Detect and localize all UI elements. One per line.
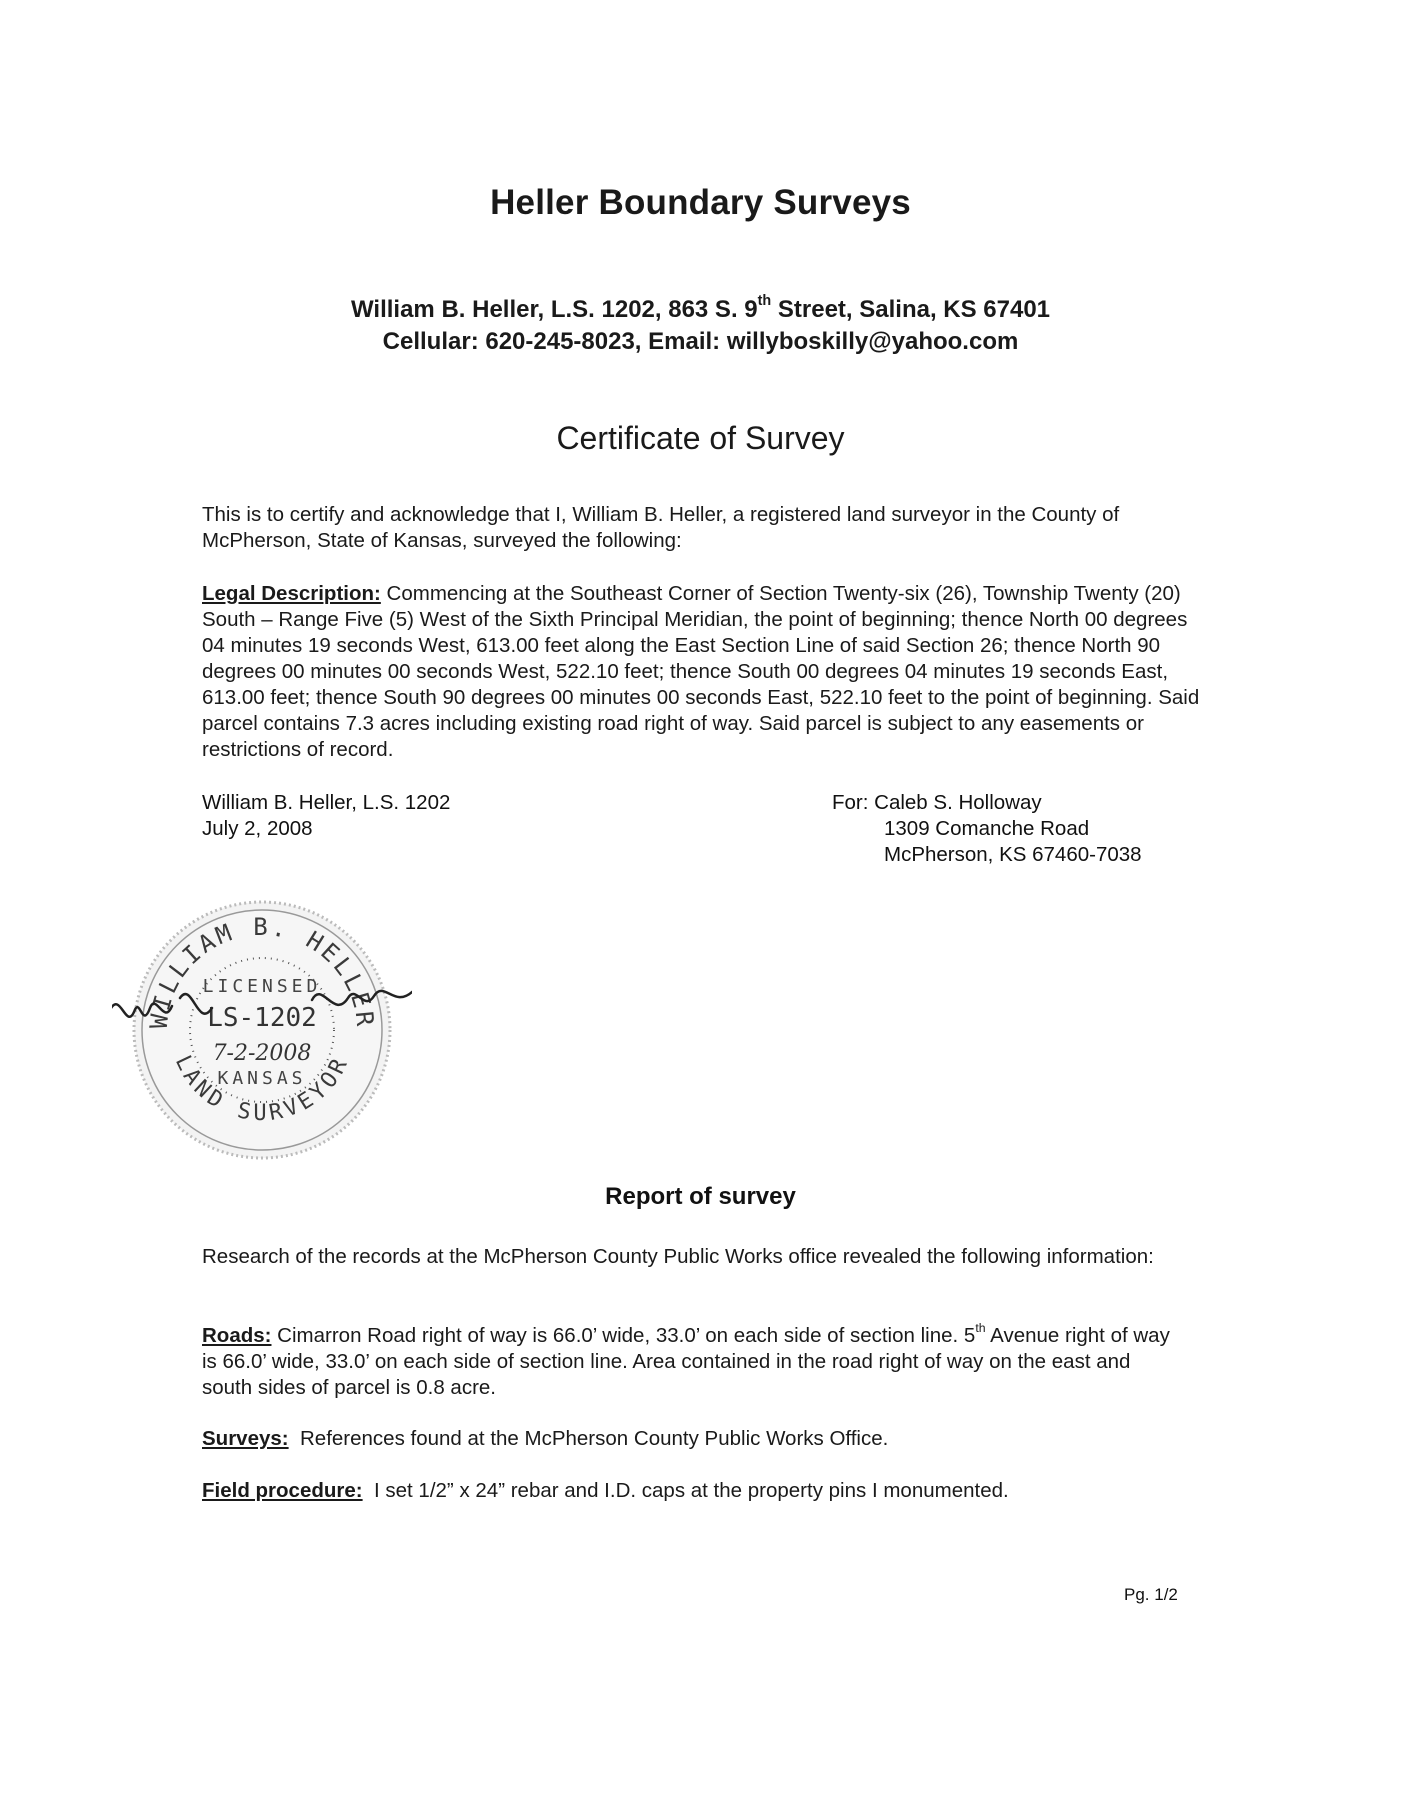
client-block — [832, 790, 1142, 868]
firm-name: Heller Boundary Surveys — [490, 183, 911, 222]
roads-text-end: Avenue right of way is 66.0’ wide, 33.0’ on each side of section line. Area contained in the road right of way on the east and south sides of parcel is 0.8 acre. — [202, 1324, 1170, 1399]
certificate-title: Certificate of Survey — [556, 420, 845, 456]
surveyor-name: William B. Heller, L.S. 1202 — [202, 791, 451, 814]
survey-date: July 2, 2008 — [202, 817, 313, 840]
field-procedure-text: I set 1/2” x 24” rebar and I.D. caps at the property pins I monumented. — [362, 1479, 1009, 1502]
seal-license-number: LS-1202 — [207, 1003, 317, 1033]
surveys-paragraph — [202, 1426, 1202, 1452]
surveyor-block — [202, 790, 450, 842]
field-procedure-paragraph — [202, 1478, 1202, 1504]
surveys-label: Surveys: — [202, 1427, 289, 1450]
certification-statement: This is to certify and acknowledge that I, William B. Heller, a registered land surveyor in the County of McPherson, State of Kansas, surveyed the following: — [202, 503, 1120, 552]
field-procedure-label: Field procedure: — [202, 1479, 363, 1502]
page-number: Pg. 1/2 — [1124, 1585, 1178, 1604]
client-name: For: Caleb S. Holloway — [832, 791, 1042, 814]
address-text: William B. Heller, L.S. 1202, 863 S. 9 — [350, 296, 758, 323]
roads-superscript: th — [975, 1320, 986, 1335]
seal-bottom-text: LAND SURVEYOR — [169, 1051, 355, 1127]
legal-description — [202, 581, 1202, 763]
roads-label: Roads: — [202, 1324, 272, 1347]
client-address-street: 1309 Comanche Road — [884, 817, 1090, 840]
surveyor-seal-stamp — [112, 880, 412, 1180]
research-paragraph: Research of the records at the McPherson County Public Works office revealed the following information: — [202, 1245, 1154, 1268]
seal-state: KANSAS — [217, 1068, 307, 1089]
roads-text: Cimarron Road right of way is 66.0’ wide, 33.0’ on each side of section line. 5 — [271, 1324, 976, 1347]
client-address-city: McPherson, KS 67460-7038 — [884, 843, 1142, 866]
seal-licensed: LICENSED — [202, 976, 322, 997]
address-text-end: Street, Salina, KS 67401 — [771, 296, 1051, 323]
surveys-text: References found at the McPherson County Public Works Office. — [288, 1427, 889, 1450]
report-title: Report of survey — [605, 1183, 796, 1210]
address-superscript: th — [757, 293, 772, 310]
seal-date: 7-2-2008 — [212, 1041, 312, 1066]
address-line — [0, 293, 1401, 324]
seal-top-text: WILLIAM B. HELLER — [144, 913, 380, 1031]
legal-description-label: Legal Description: — [202, 582, 381, 605]
roads-paragraph — [202, 1320, 1182, 1401]
legal-description-text: Commencing at the Southeast Corner of Section Twenty-six (26), Township Twenty (20) South – Range Five (5) West of the Sixth Principal Meridian, the point of beginning; thence North 00 degrees 04 minutes 19 seconds West, 613.00 feet along the East Section Line of said Section 26; thence North 90 degrees 00 minutes 00 seconds West, 522.10 feet; thence South 00 degrees 04 minutes 19 seconds East, 613.00 feet; thence South 90 degrees 00 minutes 00 seconds East, 522.10 feet to the point of beginning. Said parcel contains 7.3 acres including existing road right of way. Said parcel is subject to any easements or restrictions of record. — [202, 582, 1200, 761]
contact-line: Cellular: 620-245-8023, Email: willyboskilly@yahoo.com — [382, 328, 1019, 355]
